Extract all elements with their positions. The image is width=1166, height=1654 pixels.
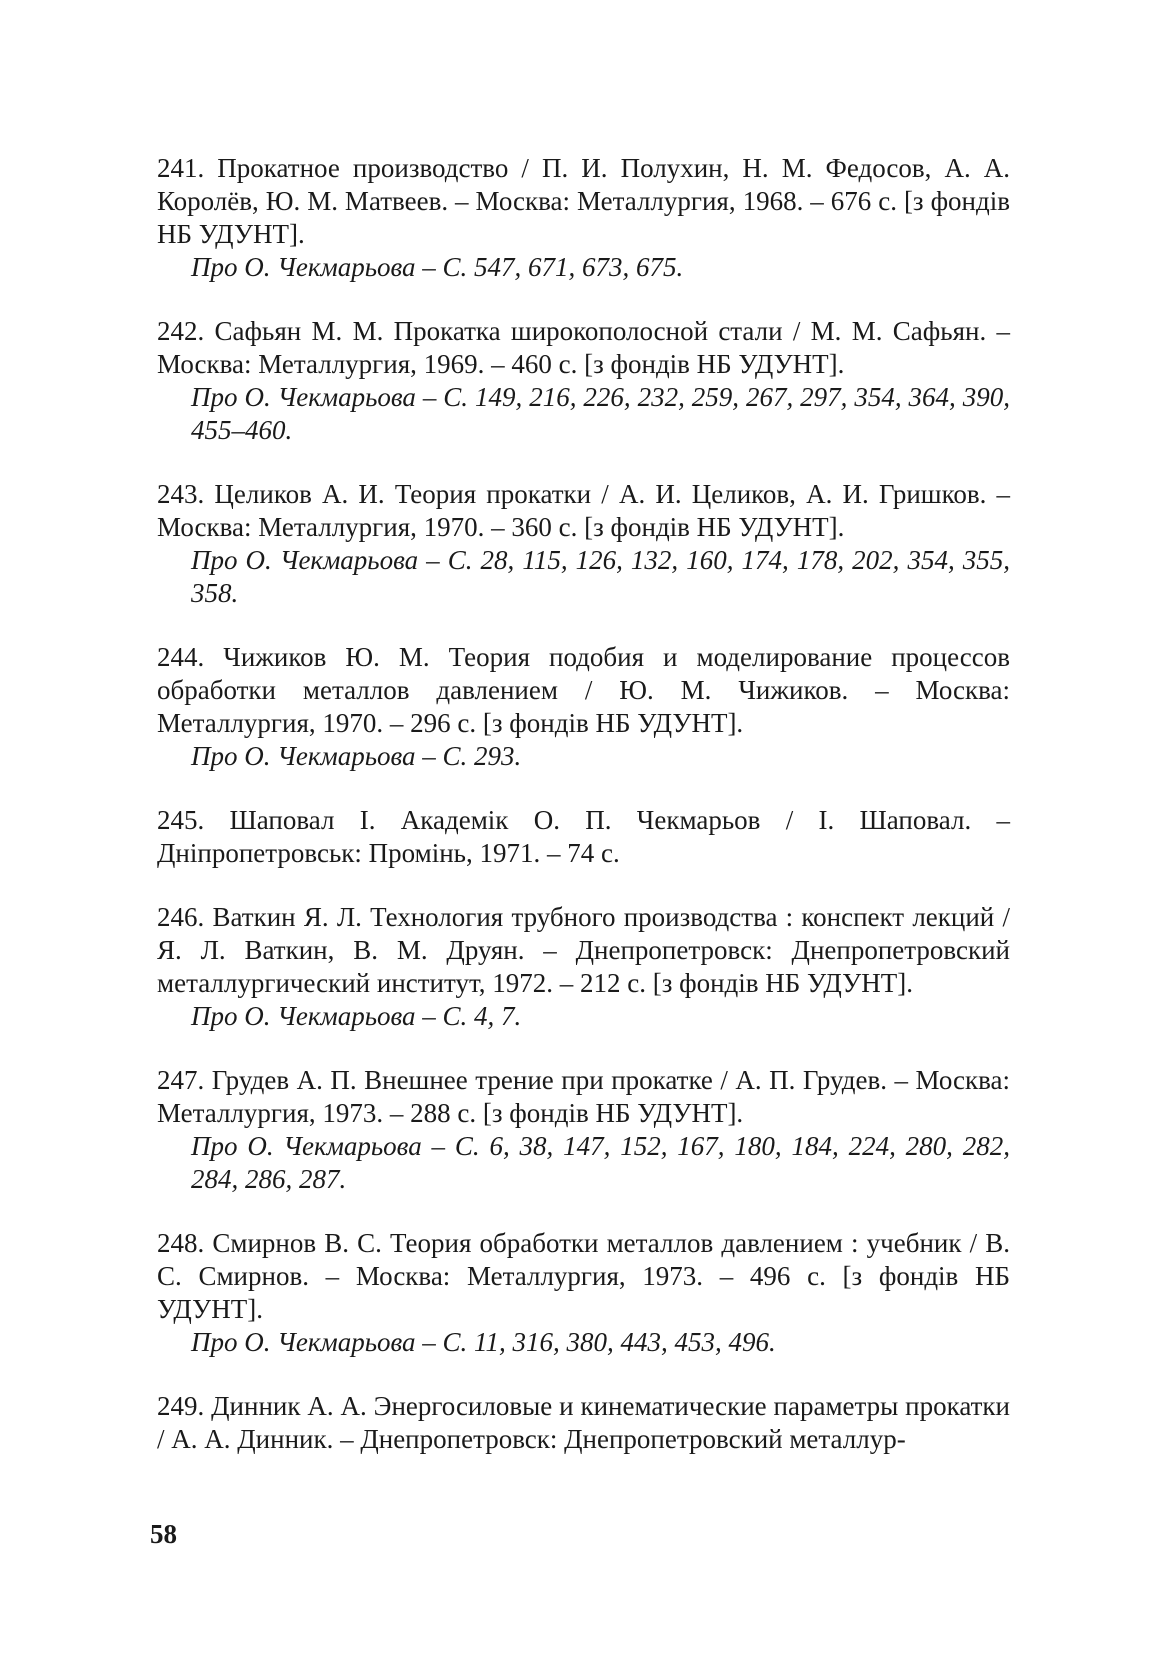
entry-text: 248. Смирнов В. С. Теория обработки металлов давлением : учебник / В. С. Смирнов. – Москва: Металлургия, 1973. – 496 с. [з фондів НБ УДУНТ].	[157, 1228, 1010, 1324]
bibliography-entry-248	[157, 1227, 1010, 1359]
entry-text: 244. Чижиков Ю. М. Теория подобия и моделирование процессов обработки металлов давлением / Ю. М. Чижиков. – Москва: Металлургия, 1970. – 296 с. [з фондів НБ УДУНТ].	[157, 642, 1010, 738]
entry-note: Про О. Чекмарьова – С. 547, 671, 673, 675.	[191, 252, 684, 282]
bibliography-entry-247	[157, 1064, 1010, 1196]
bibliography-entry-241	[157, 152, 1010, 284]
entry-text: 243. Целиков А. И. Теория прокатки / А. И. Целиков, А. И. Гришков. – Москва: Металлургия, 1970. – 360 с. [з фондів НБ УДУНТ].	[157, 479, 1010, 542]
bibliography-entry-244	[157, 641, 1010, 773]
page-number: 58	[150, 1519, 177, 1549]
entry-note: Про О. Чекмарьова – С. 149, 216, 226, 232, 259, 267, 297, 354, 364, 390, 455–460.	[191, 382, 1010, 445]
entry-note: Про О. Чекмарьова – С. 11, 316, 380, 443, 453, 496.	[191, 1327, 776, 1357]
bibliography-list	[157, 152, 1010, 1487]
entry-text: 245. Шаповал І. Академік О. П. Чекмарьов / І. Шаповал. – Дніпропетровськ: Промінь, 1971. – 74 с.	[157, 805, 1010, 868]
entry-note: Про О. Чекмарьова – С. 293.	[191, 741, 522, 771]
bibliography-entry-249	[157, 1390, 1010, 1456]
entry-note: Про О. Чекмарьова – С. 4, 7.	[191, 1001, 522, 1031]
entry-text: 242. Сафьян М. М. Прокатка широкополосной стали / М. М. Сафьян. – Москва: Металлургия, 1969. – 460 с. [з фондів НБ УДУНТ].	[157, 316, 1010, 379]
entry-text: 241. Прокатное производство / П. И. Полухин, Н. М. Федосов, А. А. Королёв, Ю. М. Матвеев. – Москва: Металлургия, 1968. – 676 с. [з фондів НБ УДУНТ].	[157, 153, 1010, 249]
entry-text: 247. Грудев А. П. Внешнее трение при прокатке / А. П. Грудев. – Москва: Металлургия, 1973. – 288 с. [з фондів НБ УДУНТ].	[157, 1065, 1010, 1128]
entry-note: Про О. Чекмарьова – С. 6, 38, 147, 152, 167, 180, 184, 224, 280, 282, 284, 286, 287.	[191, 1131, 1010, 1194]
entry-text: 246. Ваткин Я. Л. Технология трубного производства : конспект лекций / Я. Л. Ваткин, В. М. Друян. – Днепропетровск: Днепропетровский металлургический институт, 1972. – 212 с. [з фондів НБ УДУНТ].	[157, 902, 1010, 998]
bibliography-entry-245	[157, 804, 1010, 870]
bibliography-entry-246	[157, 901, 1010, 1033]
entry-note: Про О. Чекмарьова – С. 28, 115, 126, 132, 160, 174, 178, 202, 354, 355, 358.	[191, 545, 1010, 608]
entry-text: 249. Динник А. А. Энергосиловые и кинематические параметры прокатки / А. А. Динник. – Днепропетровск: Днепропетровский металлур-	[157, 1391, 1010, 1454]
bibliography-entry-242	[157, 315, 1010, 447]
bibliography-entry-243	[157, 478, 1010, 610]
